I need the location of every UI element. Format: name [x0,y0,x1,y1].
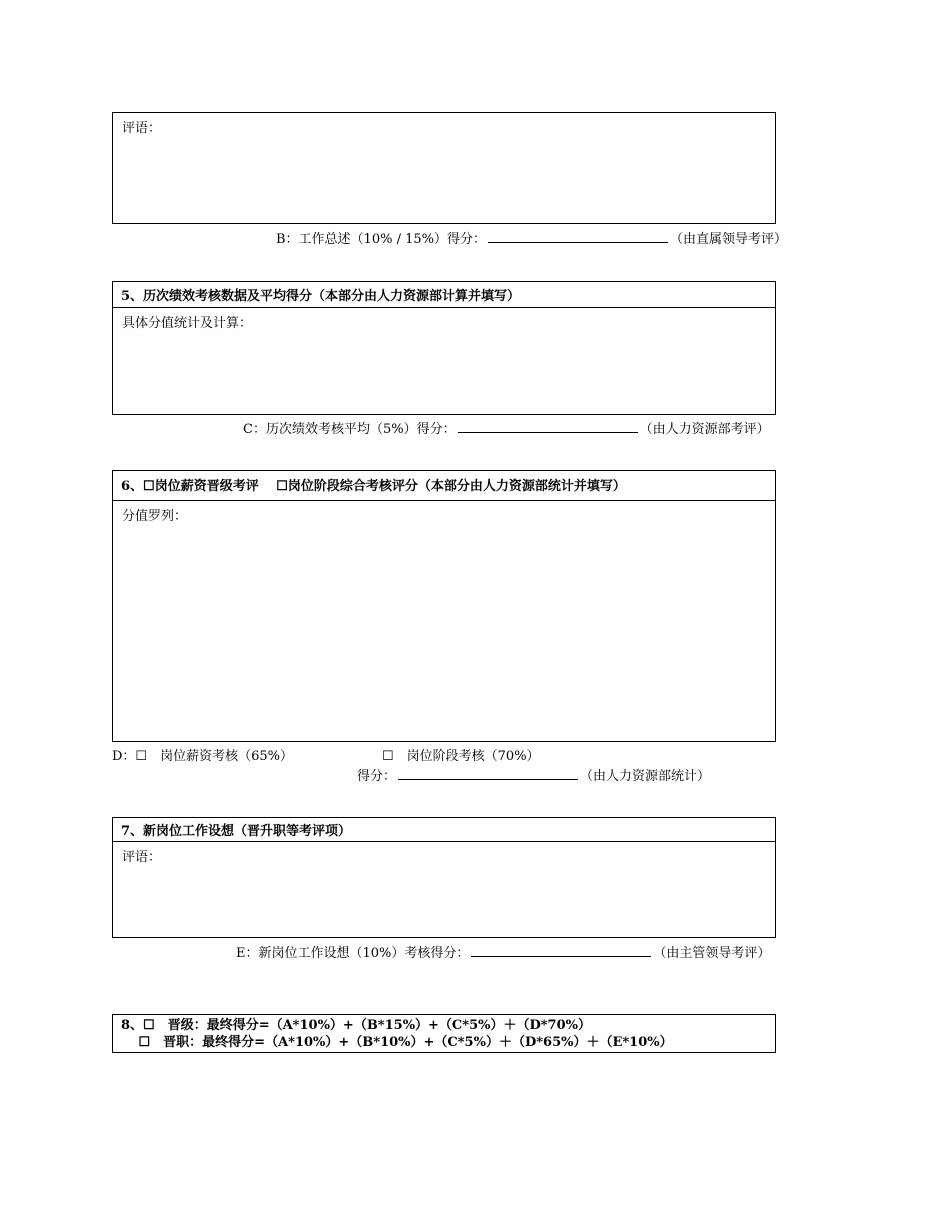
section-b-comment-label: 评语： [122,121,162,136]
section-6-box [112,470,776,742]
section-8-promotion-title-formula[interactable]: ☐ 晋职：最终得分=（A*10%）+（B*10%）+（C*5%）＋（D*65%）＋（E*10%） [121,1035,673,1050]
section-7-score-prefix: E：新岗位工作设想（10%）考核得分： [236,946,470,961]
section-5-body-label: 具体分值统计及计算： [122,316,253,331]
section-b-score-suffix: （由直属领导考评） [670,232,788,247]
section-b-score-line [276,228,787,247]
section-7-box [112,817,776,938]
section-8-box [112,1014,776,1053]
section-5-score-field[interactable] [458,420,638,433]
section-6-d-option-b[interactable]: ☐ 岗位阶段考核（70%） [382,749,540,764]
section-5-score-line [243,418,770,437]
section-8-promotion-grade-formula[interactable]: 8、☐ 晋级：最终得分=（A*10%）+（B*15%）+（C*5%）＋（D*70%） [121,1018,591,1033]
section-6-body-label: 分值罗列： [122,509,188,524]
section-6-d-option-a[interactable]: D：☐ 岗位薪资考核（65%） [112,749,293,764]
section-5-score-prefix: C：历次绩效考核平均（5%）得分： [243,422,456,437]
section-5-box [112,281,776,415]
section-7-score-suffix: （由主管领导考评） [653,946,771,961]
section-5-score-suffix: （由人力资源部考评） [639,422,770,437]
section-6-title: 6、☐岗位薪资晋级考评 ☐岗位阶段综合考核评分（本部分由人力资源部统计并填写） [113,471,775,501]
section-7-title: 7、新岗位工作设想（晋升职等考评项） [113,818,775,842]
section-6-score-suffix: （由人力资源部统计） [580,769,711,784]
section-b-score-prefix: B：工作总述（10% / 15%）得分： [276,232,486,247]
section-7-comment-label: 评语： [122,850,162,865]
section-5-title: 5、历次绩效考核数据及平均得分（本部分由人力资源部计算并填写） [113,282,775,308]
section-6-score-line [357,765,710,784]
section-7-score-field[interactable] [471,944,651,957]
section-b-comment-box [112,112,776,224]
section-6-score-field[interactable] [398,767,578,780]
section-6-score-prefix: 得分： [357,769,397,784]
section-b-score-field[interactable] [488,230,668,243]
section-7-score-line [236,942,770,961]
